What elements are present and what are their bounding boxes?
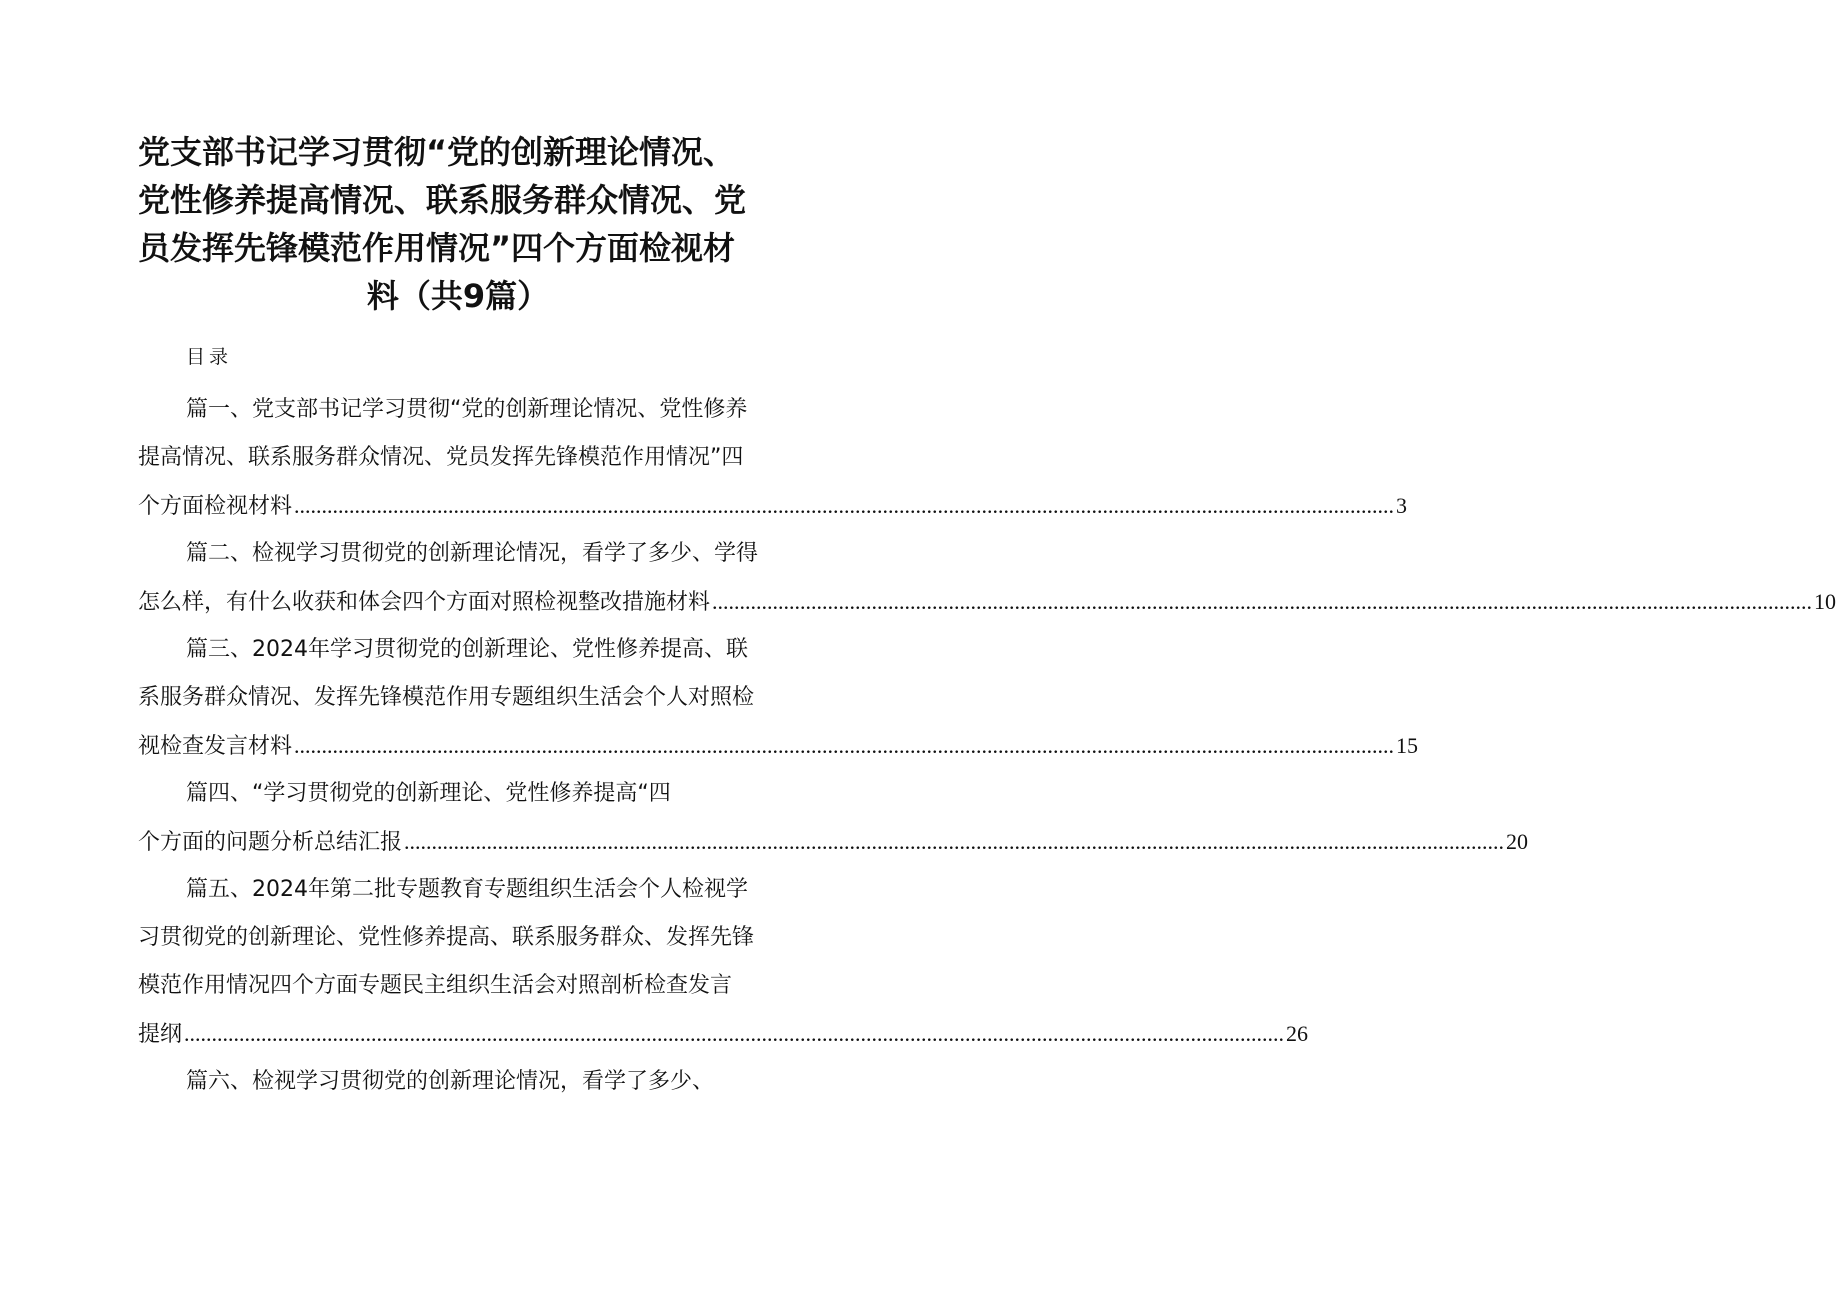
toc-entry-line: 篇二、检视学习贯彻党的创新理论情况，看学了多少、学得: [186, 541, 759, 566]
toc-entry-line: 篇六、检视学习贯彻党的创新理论情况，看学了多少、: [186, 1069, 715, 1094]
dot-leader: ........................................................................................................................................................................................................: [294, 493, 1395, 518]
toc-heading: 目录: [186, 346, 233, 368]
toc-entry-1[interactable]: [138, 386, 1408, 530]
toc-entry-last-line: 怎么样，有什么收获和体会四个方面对照检视整改措施材料 ........................................................................................................................................................................................................ 10: [138, 578, 786, 626]
document-title: [138, 128, 778, 320]
toc-entry-last-line: 视检查发言材料 ........................................................................................................................................................................................................ 15: [138, 722, 786, 770]
toc-page-number: 20: [1506, 829, 1529, 854]
toc-entry-line: 提高情况、联系服务群众情况、党员发挥先锋模范作用情况”四: [138, 445, 744, 470]
title-line-4: 料（共9篇）: [366, 277, 550, 315]
dot-leader: ........................................................................................................................................................................................................: [404, 829, 1505, 854]
toc-entry-line: 模范作用情况四个方面专题民主组织生活会对照剖析检查发言: [138, 973, 733, 998]
toc-entry-last-line: 个方面检视材料 ........................................................................................................................................................................................................ 3: [138, 482, 786, 530]
toc-entry-5[interactable]: [138, 866, 1309, 1058]
toc-page-number: 26: [1286, 1021, 1309, 1046]
title-line-2: 党性修养提高情况、联系服务群众情况、党: [138, 181, 747, 219]
toc-entry-line: 篇五、2024年第二批专题教育专题组织生活会个人检视学: [186, 877, 748, 902]
dot-leader: ........................................................................................................................................................................................................: [712, 589, 1813, 614]
dot-leader: ........................................................................................................................................................................................................: [184, 1021, 1285, 1046]
toc-entry-line: 篇三、2024年学习贯彻党的创新理论、党性修养提高、联: [186, 637, 748, 662]
toc-entry-line: 篇四、“学习贯彻党的创新理论、党性修养提高“四: [186, 781, 671, 806]
toc-entry-line: 系服务群众情况、发挥先锋模范作用专题组织生活会个人对照检: [138, 685, 755, 710]
toc-entry-4[interactable]: [138, 770, 1529, 866]
toc-entry-line: 习贯彻党的创新理论、党性修养提高、联系服务群众、发挥先锋: [138, 925, 755, 950]
toc-page-number: 15: [1396, 733, 1419, 758]
toc-entry-line: 篇一、党支部书记学习贯彻“党的创新理论情况、党性修养: [186, 397, 748, 422]
toc-entry-2[interactable]: [138, 530, 1836, 626]
title-line-1: 党支部书记学习贯彻“党的创新理论情况、: [138, 133, 736, 171]
toc-entry-3[interactable]: [138, 626, 1419, 770]
toc-entry-last-line: 提纲 ........................................................................................................................................................................................................ 26: [138, 1010, 786, 1058]
table-of-contents: [138, 386, 1836, 1106]
dot-leader: ........................................................................................................................................................................................................: [294, 733, 1395, 758]
toc-page-number: 3: [1396, 493, 1408, 518]
toc-entry-last-line: 个方面的问题分析总结汇报 ........................................................................................................................................................................................................ 20: [138, 818, 786, 866]
toc-page-number: 10: [1814, 589, 1836, 614]
toc-entry-6[interactable]: [138, 1058, 786, 1106]
title-line-3: 员发挥先锋模范作用情况”四个方面检视材: [138, 229, 736, 267]
